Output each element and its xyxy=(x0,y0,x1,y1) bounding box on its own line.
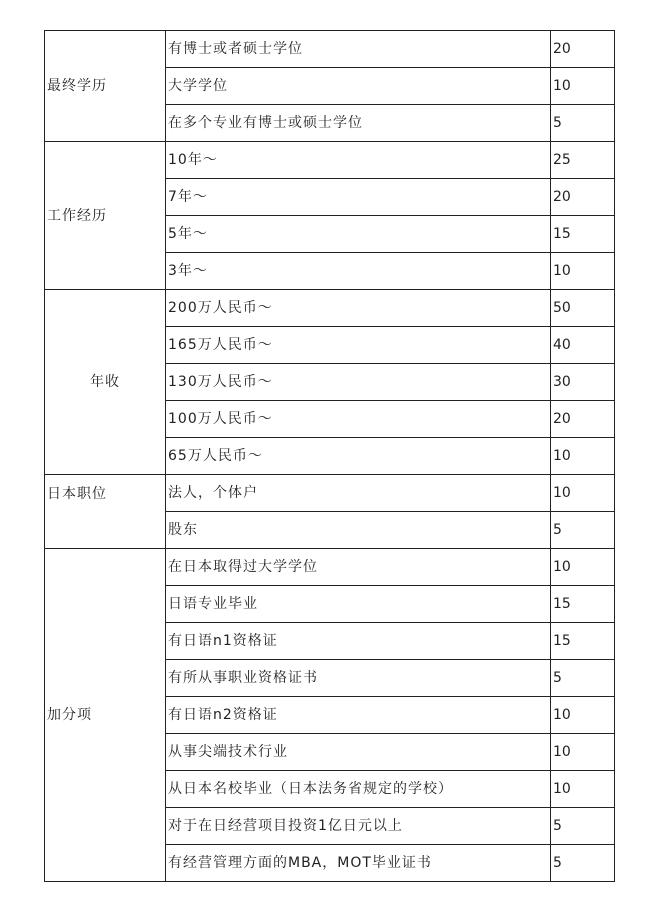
criterion-label: 有所从事职业资格证书 xyxy=(166,660,551,697)
score-value: 10 xyxy=(551,253,615,290)
score-value: 5 xyxy=(551,808,615,845)
score-value: 10 xyxy=(551,68,615,105)
score-value: 30 xyxy=(551,364,615,401)
points-table xyxy=(44,30,615,882)
criterion-label: 10年～ xyxy=(166,142,551,179)
criterion-label: 在多个专业有博士或硕士学位 xyxy=(166,105,551,142)
criterion-label: 165万人民币～ xyxy=(166,327,551,364)
category-label: 年收 xyxy=(90,374,120,390)
criterion-label: 3年～ xyxy=(166,253,551,290)
score-value: 10 xyxy=(551,697,615,734)
criterion-label: 有日语n2资格证 xyxy=(166,697,551,734)
category-label: 最终学历 xyxy=(47,78,107,94)
table-row xyxy=(45,475,615,512)
criterion-label: 有日语n1资格证 xyxy=(166,623,551,660)
score-value: 5 xyxy=(551,512,615,549)
criterion-label: 大学学位 xyxy=(166,68,551,105)
criterion-label: 日语专业毕业 xyxy=(166,586,551,623)
category-label: 日本职位 xyxy=(47,485,107,502)
score-value: 40 xyxy=(551,327,615,364)
criterion-label: 有博士或者硕士学位 xyxy=(166,31,551,68)
category-cell xyxy=(45,142,166,290)
score-value: 20 xyxy=(551,31,615,68)
category-cell xyxy=(45,31,166,142)
criterion-label: 从日本名校毕业（日本法务省规定的学校） xyxy=(166,771,551,808)
criterion-label: 有经营管理方面的MBA，MOT毕业证书 xyxy=(166,845,551,882)
score-value: 20 xyxy=(551,401,615,438)
criterion-label: 股东 xyxy=(166,512,551,549)
score-value: 10 xyxy=(551,771,615,808)
score-value: 10 xyxy=(551,475,615,512)
score-value: 5 xyxy=(551,845,615,882)
criterion-label: 100万人民币～ xyxy=(166,401,551,438)
score-value: 15 xyxy=(551,216,615,253)
category-cell xyxy=(45,290,166,475)
table-row xyxy=(45,549,615,586)
score-value: 15 xyxy=(551,586,615,623)
points-table-body xyxy=(45,31,615,882)
criterion-label: 在日本取得过大学学位 xyxy=(166,549,551,586)
score-value: 50 xyxy=(551,290,615,327)
table-row xyxy=(45,31,615,68)
category-label: 工作经历 xyxy=(47,207,107,224)
criterion-label: 130万人民币～ xyxy=(166,364,551,401)
category-label: 加分项 xyxy=(47,707,92,723)
criterion-label: 65万人民币～ xyxy=(166,438,551,475)
criterion-label: 从事尖端技术行业 xyxy=(166,734,551,771)
score-value: 25 xyxy=(551,142,615,179)
score-value: 10 xyxy=(551,438,615,475)
criterion-label: 法人，个体户 xyxy=(166,475,551,512)
table-row xyxy=(45,142,615,179)
table-row xyxy=(45,290,615,327)
category-cell xyxy=(45,475,166,549)
score-value: 10 xyxy=(551,734,615,771)
score-value: 10 xyxy=(551,549,615,586)
score-value: 5 xyxy=(551,660,615,697)
criterion-label: 对于在日经营项目投资1亿日元以上 xyxy=(166,808,551,845)
score-value: 15 xyxy=(551,623,615,660)
criterion-label: 200万人民币～ xyxy=(166,290,551,327)
criterion-label: 5年～ xyxy=(166,216,551,253)
score-value: 20 xyxy=(551,179,615,216)
score-value: 5 xyxy=(551,105,615,142)
criterion-label: 7年～ xyxy=(166,179,551,216)
category-cell xyxy=(45,549,166,882)
